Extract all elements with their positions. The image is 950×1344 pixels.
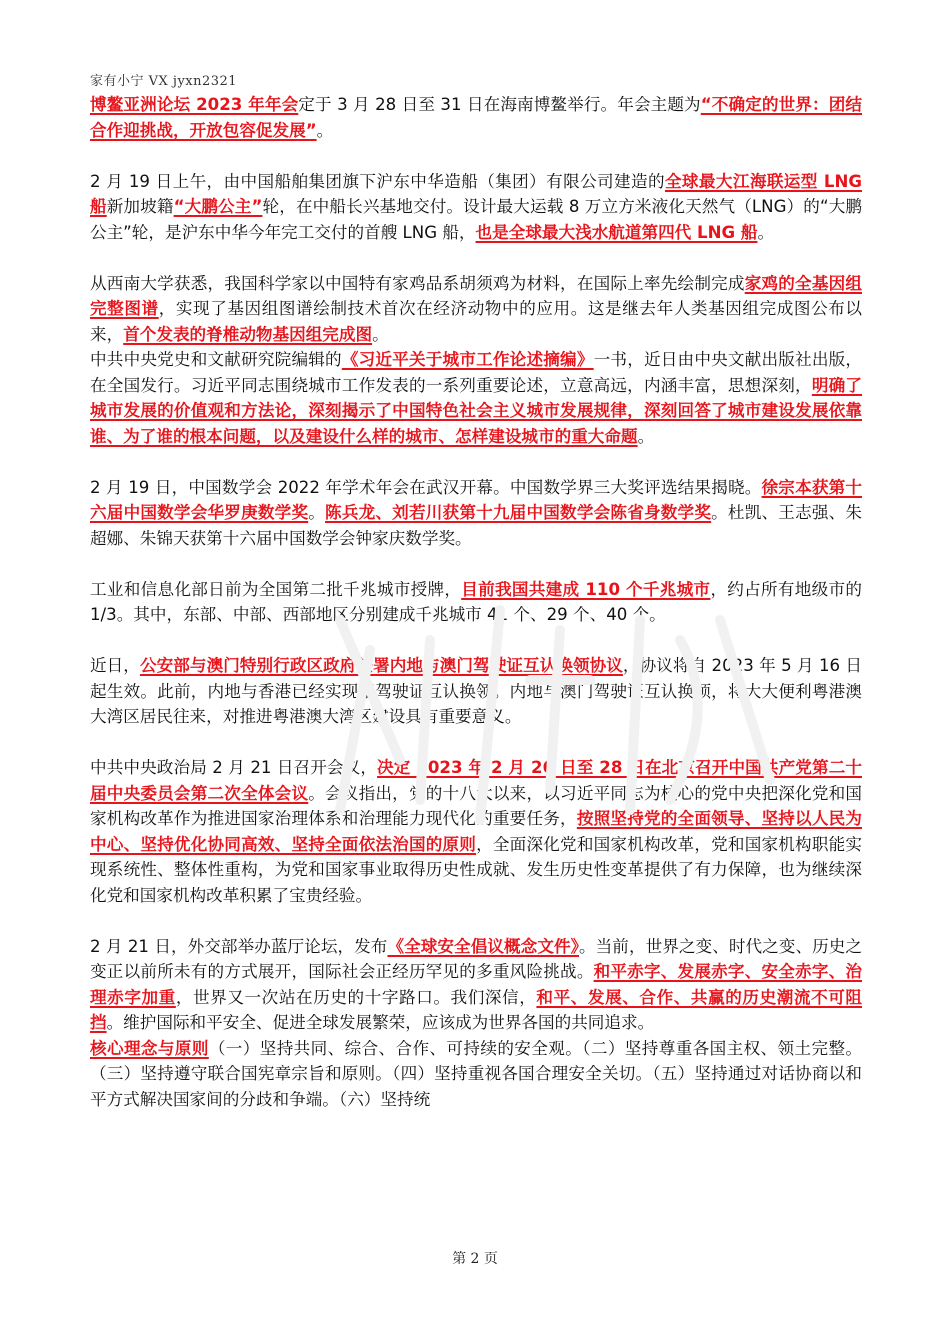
body-text: 。 — [316, 120, 334, 140]
body-text: 。 — [757, 222, 775, 242]
highlighted-text: 陈兵龙、刘若川获第十九届中国数学会陈省身数学奖 — [325, 503, 712, 522]
document-header: 家有小宁 VX jyxn2321 — [90, 74, 238, 89]
page-number: 第 2 页 — [452, 1251, 498, 1267]
body-text: 定于 3 月 28 日至 31 日在海南博鳌举行。年会主题为 — [298, 95, 701, 114]
news-paragraph — [90, 92, 862, 143]
news-paragraph — [90, 577, 862, 628]
body-text: 。 — [637, 426, 655, 446]
highlighted-text: 《习近平关于城市工作论述摘编》 — [341, 350, 594, 369]
body-text: ，世界又一次站在历史的十字路口。我们深信， — [175, 987, 537, 1007]
news-paragraph — [90, 653, 862, 730]
body-text: 工业和信息化部日前为全国第二批千兆城市授牌， — [90, 579, 462, 599]
highlighted-text: “不确定的世界：团结合作迎挑战，开放包容促发展” — [90, 95, 863, 140]
body-text: 。杜凯、王志强、朱超娜、朱锦天获第十六届中国数学会钟家庆数学奖。 — [90, 503, 863, 548]
body-text: ，约占所有地级市的 1/3。其中，东部、中部、西部地区分别建成千兆城市 41 个、29 个、40 个。 — [90, 579, 863, 624]
body-text: ，全面深化党和国家机构改革，党和国家机构职能实现系统性、整体性重构，为党和国家事业取得历史性成就、发生历史性变革提供了有力保障，也为继续深化党和国家机构改革积累了宝贵经验。 — [90, 834, 863, 905]
news-paragraph — [90, 755, 862, 908]
paragraph-spacer — [90, 551, 862, 577]
body-text: 。当前，世界之变、时代之变、历史之变正以前所未有的方式展开，国际社会正经历罕见的多重风险挑战。 — [90, 936, 863, 981]
body-text: 中共中央党史和文献研究院编辑的 — [90, 350, 342, 369]
body-text: 一书，近日由中央文献出版社出版，在全国发行。习近平同志围绕城市工作发表的一系列重要论述，立意高远，内涵丰富，思想深刻， — [90, 350, 863, 395]
body-text: 。 — [308, 503, 326, 522]
paragraph-spacer — [90, 143, 862, 169]
news-paragraph — [90, 475, 862, 552]
body-text: 。 — [372, 324, 389, 344]
highlighted-text: 全球最大江海联运型 LNG 船 — [90, 171, 862, 216]
body-text: 。会议指出，党的十八大以来，以习近平同志为核心的党中央把深化党和国家机构改革作为推进国家治理体系和治理能力现代化的重要任务， — [90, 783, 863, 828]
body-text: 近日， — [90, 656, 140, 675]
paragraph-spacer — [90, 628, 862, 654]
highlighted-text: 核心理念与原则 — [90, 1038, 209, 1058]
highlighted-text: 决定 2023 年 2 月 26 日至 28 日在北京召开中国共产党第二十届中央委员会第二次全体会议 — [90, 758, 862, 803]
highlighted-text: “大鹏公主” — [173, 197, 263, 216]
news-paragraph — [90, 934, 862, 1036]
highlighted-text: 《全球安全倡议概念文件》 — [387, 936, 579, 956]
news-paragraph — [90, 169, 862, 246]
highlighted-text: 按照坚持党的全面领导、坚持以人民为中心、坚持优化协同高效、坚持全面依法治国的原则 — [90, 809, 863, 854]
news-paragraph — [90, 347, 862, 449]
document-body — [90, 92, 862, 1112]
body-text: ，实现了基因组图谱绘制技术首次在经济动物中的应用。这是继去年人类基因组完成图公布以来， — [90, 299, 863, 344]
body-text: 2 月 21 日，外交部举办蓝厅论坛，发布 — [90, 936, 388, 956]
highlighted-text: 和平、发展、合作、共赢的历史潮流不可阻挡 — [90, 987, 863, 1032]
paragraph-spacer — [90, 449, 862, 475]
paragraph-spacer — [90, 245, 862, 271]
body-text: （一）坚持共同、综合、合作、可持续的安全观。（二）坚持尊重各国主权、领土完整。（三）坚持遵守联合国宪章宗旨和原则。（四）坚持重视各国合理安全关切。（五）坚持通过对话协商以和平方式解决国家间的分歧和争端。（六）坚持统 — [90, 1038, 863, 1109]
news-paragraph — [90, 1036, 862, 1113]
body-text: 轮，在中船长兴基地交付。设计最大运载 8 万立方米液化天然气（LNG）的“大鹏公主”轮，是沪东中华今年完工交付的首艘 LNG 船， — [90, 197, 863, 242]
body-text: ，协议将自 2023 年 5 月 16 日起生效。此前，内地与香港已经实现了驾驶证互认换领。内地与澳门驾驶证互认换领，将大大便利粤港澳大湾区居民往来，对推进粤港澳大湾区建设具有重要意义。 — [90, 656, 862, 726]
body-text: 2 月 19 日，中国数学会 2022 年学术年会在武汉开幕。中国数学界三大奖评选结果揭晓。 — [90, 477, 762, 497]
body-text: 中共中央政治局 2 月 21 日召开会议， — [90, 758, 378, 777]
body-text: 。维护国际和平安全、促进全球发展繁荣，应该成为世界各国的共同追求。 — [106, 1013, 655, 1032]
paragraph-spacer — [90, 730, 862, 756]
highlighted-text: 和平赤字、发展赤字、安全赤字、治理赤字加重 — [90, 962, 863, 1007]
highlighted-text: 首个发表的脊椎动物基因组完成图 — [123, 324, 373, 344]
highlighted-text: 公安部与澳门特别行政区政府签署内地与澳门驾驶证互认换领协议 — [139, 656, 623, 675]
highlighted-text: 家鸡的全基因组完整图谱 — [90, 273, 863, 318]
highlighted-text: 也是全球最大浅水航道第四代 LNG 船 — [475, 222, 758, 242]
highlighted-text: 明确了城市发展的价值观和方法论，深刻揭示了中国特色社会主义城市发展规律，深刻回答了城市建设发展依靠谁、为了谁的根本问题，以及建设什么样的城市、怎样建设城市的重大命题 — [90, 375, 863, 446]
body-text: 新加坡籍 — [106, 197, 174, 216]
highlighted-text: 博鳌亚洲论坛 2023 年年会 — [90, 95, 299, 114]
paragraph-spacer — [90, 908, 862, 934]
body-text: 2 月 19 日上午，由中国船舶集团旗下沪东中华造船（集团）有限公司建造的 — [90, 171, 665, 191]
body-text: 从西南大学获悉，我国科学家以中国特有家鸡品系胡须鸡为材料，在国际上率先绘制完成 — [90, 273, 745, 293]
highlighted-text: 目前我国共建成 110 个千兆城市 — [461, 579, 711, 599]
highlighted-text: 徐宗本获第十六届中国数学会华罗庚数学奖 — [90, 477, 862, 522]
news-paragraph — [90, 271, 862, 348]
